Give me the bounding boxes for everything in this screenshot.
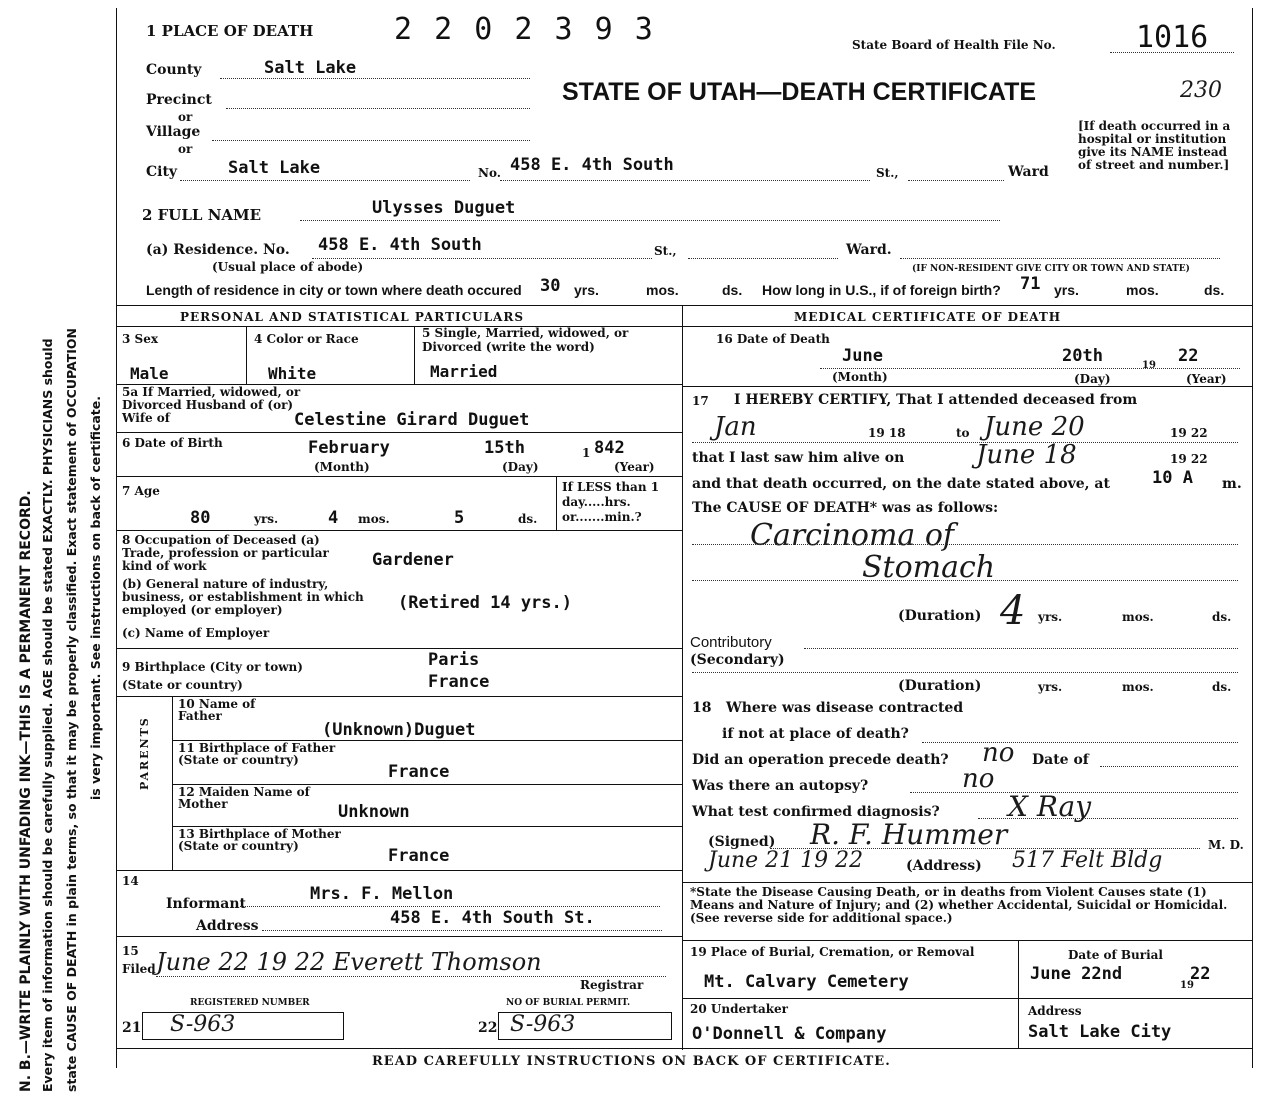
- burial-year-value: 22: [1190, 964, 1211, 984]
- certify-no: 17: [692, 394, 709, 408]
- dod-label: 16 Date of Death: [716, 332, 830, 346]
- occupation-label: 8 Occupation of Deceased (a) Trade, profession or particular kind of work: [122, 533, 329, 573]
- personal-header: PERSONAL AND STATISTICAL PARTICULARS: [180, 310, 525, 324]
- form-right-border: [1252, 8, 1253, 1068]
- to-year: 19 22: [1170, 426, 1208, 440]
- street-line: [500, 180, 870, 181]
- birthplace-city: Paris: [428, 650, 480, 670]
- footnote: *State the Disease Causing Death, or in deaths from Violent Causes state (1) Means and Nature of Injury; and (2) whether Accidental, Suicidal or Homicidal. (See reverse side for additional space.): [690, 885, 1228, 925]
- signed-address-label: (Address): [906, 858, 982, 874]
- md-label: M. D.: [1208, 838, 1244, 852]
- filed-no: 15: [122, 944, 139, 958]
- less-divider: [556, 476, 557, 530]
- signed-address-value: 517 Felt Bldg: [1012, 848, 1163, 873]
- date-of-label: Date of: [1032, 752, 1089, 768]
- burial-address-value: Salt Lake City: [1028, 1022, 1172, 1042]
- dob-day-cap: (Day): [502, 460, 539, 474]
- place-of-death-label: 1 PLACE OF DEATH: [146, 22, 314, 40]
- father-bp-value: France: [388, 762, 450, 782]
- residence-st-label: St.,: [654, 244, 677, 258]
- parents-label: PARENTS: [138, 716, 151, 790]
- dod-month: June: [842, 346, 883, 366]
- file-no-label: State Board of Health File No.: [852, 38, 1056, 52]
- contracted-line: [922, 742, 1238, 743]
- dod-line: [820, 368, 1240, 369]
- sidebar-line-1: N. B.—WRITE PLAINLY WITH UNFADING INK—THIS IS A PERMANENT RECORD.: [18, 490, 34, 1092]
- us-ds-label: ds.: [1204, 282, 1225, 298]
- color-value: White: [268, 364, 317, 383]
- burial-date-label: Date of Burial: [1068, 948, 1163, 962]
- ward-line: [908, 180, 1004, 181]
- birthplace-label: 9 Birthplace (City or town): [122, 660, 303, 674]
- village-label: Village: [146, 124, 201, 140]
- burial-place-label: 19 Place of Burial, Cremation, or Removal: [690, 945, 975, 959]
- test-value: X Ray: [1008, 790, 1092, 823]
- last-saw-text: that I last saw him alive on: [692, 450, 905, 466]
- dob-month: February: [308, 438, 390, 458]
- birthplace-country: France: [428, 672, 490, 692]
- burial-address-label: Address: [1028, 1004, 1082, 1018]
- medical-rule-2: [682, 882, 1252, 883]
- certificate-title: STATE OF UTAH—DEATH CERTIFICATE: [562, 78, 1037, 106]
- from-hand: Jan: [714, 412, 757, 442]
- or-label-1: or: [178, 110, 193, 124]
- cause-line-1: Carcinoma of: [750, 518, 954, 553]
- row-rule-2: [116, 432, 682, 433]
- informant-address-label: Address: [196, 918, 259, 934]
- file-no: 1016: [1136, 20, 1209, 55]
- sex-label: 3 Sex: [122, 332, 158, 346]
- father-bp-label: 11 Birthplace of Father (State or country): [178, 741, 336, 767]
- last-saw-hand: June 18: [976, 440, 1077, 470]
- footer-instruction: READ CAREFULLY INSTRUCTIONS ON BACK OF CERTIFICATE.: [372, 1054, 891, 1069]
- marital-value: Married: [430, 362, 498, 381]
- length-ds-label: ds.: [722, 282, 743, 298]
- dob-month-cap: (Month): [314, 460, 370, 474]
- us-mos-label: mos.: [1126, 282, 1159, 298]
- contracted-label: Where was disease contracted: [726, 700, 964, 716]
- cause-label: The CAUSE OF DEATH* was as follows:: [692, 500, 999, 516]
- precinct-line: [226, 108, 530, 109]
- full-name-line: [300, 220, 1000, 221]
- row-rule-8: [116, 936, 682, 937]
- medical-header: MEDICAL CERTIFICATE OF DEATH: [794, 310, 1062, 324]
- us-yrs: 71: [1020, 274, 1041, 294]
- us-label: How long in U.S., if of foreign birth?: [762, 282, 1001, 298]
- age-label: 7 Age: [122, 484, 160, 498]
- mother-bp-value: France: [388, 846, 450, 866]
- industry-value: (Retired 14 yrs.): [398, 593, 572, 613]
- village-line: [212, 140, 530, 141]
- county-value: Salt Lake: [264, 58, 357, 78]
- row-rule-5: [116, 648, 682, 649]
- section-divider-top: [116, 305, 1252, 306]
- file-no-line: [1110, 52, 1234, 53]
- occupation-value: Gardener: [372, 550, 454, 570]
- contrib-line-2: [692, 672, 1238, 673]
- to-hand: June 20: [984, 412, 1085, 442]
- undertaker-label: 20 Undertaker: [690, 1002, 789, 1016]
- dod-year-prefix: 19: [1142, 360, 1156, 371]
- abode-note: (Usual place of abode): [212, 260, 364, 274]
- informant-no: 14: [122, 874, 139, 888]
- length-mos-label: mos.: [646, 282, 679, 298]
- dob-day: 15th: [484, 438, 525, 458]
- contributory-label: Contributory: [690, 634, 772, 651]
- column-divider: [682, 305, 683, 1050]
- city-label: City: [146, 164, 178, 180]
- duration-value: 4: [1000, 588, 1026, 634]
- city-line: [180, 180, 470, 181]
- permit-number-value: S-963: [510, 1012, 576, 1037]
- burial-place-value: Mt. Calvary Cemetery: [704, 972, 909, 992]
- death-time-suffix: m.: [1222, 476, 1242, 492]
- length-yrs-label: yrs.: [574, 282, 599, 298]
- cause-line-2: Stomach: [862, 550, 996, 585]
- sex-divider: [246, 326, 247, 384]
- burial-year-prefix: 19: [1180, 980, 1194, 991]
- operation-label: Did an operation precede death?: [692, 752, 949, 768]
- duration-yrs: yrs.: [1038, 610, 1063, 624]
- autopsy-label: Was there an autopsy?: [692, 778, 869, 794]
- filed-hand: June 22 19 22 Everett Thomson: [156, 948, 542, 976]
- date-of-line: [1100, 766, 1238, 767]
- test-line: [978, 818, 1238, 819]
- filed-label: Filed: [122, 962, 156, 976]
- residence-ward-label: Ward.: [846, 242, 892, 258]
- father-label: 10 Name of Father: [178, 697, 256, 723]
- contrib-line-1: [804, 648, 1238, 649]
- marital-label: 5 Single, Married, widowed, or Divorced (write the word): [422, 326, 629, 354]
- residence-label: (a) Residence. No.: [146, 242, 290, 258]
- informant-value: Mrs. F. Mellon: [310, 884, 454, 904]
- duration-ds: ds.: [1212, 610, 1232, 624]
- length-label: Length of residence in city or town where death occured: [146, 282, 522, 298]
- signed-date: June 21 19 22: [708, 848, 864, 873]
- informant-address-line: [262, 930, 662, 931]
- color-label: 4 Color or Race: [254, 332, 359, 346]
- medical-rule-3: [682, 940, 1252, 941]
- dob-year: 842: [594, 438, 625, 458]
- county-line: [220, 78, 530, 79]
- ward-label: Ward: [1008, 164, 1049, 180]
- sidebar-line-4: is very important. See instructions on back of certificate.: [88, 396, 103, 800]
- spouse-label: 5a If Married, widowed, or Divorced Husband of (or) Wife of: [122, 385, 301, 425]
- form-left-border: [116, 8, 117, 1068]
- burial-permit-label: NO OF BURIAL PERMIT.: [506, 998, 631, 1008]
- medical-rule-1: [682, 386, 1252, 387]
- residence-line: [312, 258, 652, 259]
- secondary-label: (Secondary): [690, 652, 785, 668]
- age-ds-label: ds.: [518, 512, 538, 526]
- row-rule-3: [116, 476, 682, 477]
- residence-value: 458 E. 4th South: [318, 235, 482, 255]
- dob-year-prefix: 1: [582, 446, 591, 460]
- age-mos: 4: [328, 508, 339, 528]
- reg-number-label: REGISTERED NUMBER: [190, 998, 310, 1008]
- age-ds: 5: [454, 508, 465, 528]
- permit-no: 22: [478, 1020, 498, 1036]
- sidebar-line-3: state CAUSE OF DEATH in plain terms, so that it may be properly classified. Exact statement of OCCUPATION: [64, 328, 79, 1092]
- test-label: What test confirmed diagnosis?: [692, 804, 940, 820]
- age-yrs: 80: [190, 508, 211, 528]
- length-yrs: 30: [540, 276, 561, 296]
- informant-address-value: 458 E. 4th South St.: [390, 908, 595, 928]
- contracted-no: 18: [692, 700, 712, 716]
- mother-label: 12 Maiden Name of Mother: [178, 785, 310, 811]
- county-label: County: [146, 62, 202, 78]
- or-label-2: or: [178, 142, 193, 156]
- burial-rule: [682, 998, 1252, 999]
- last-saw-year: 19 22: [1170, 452, 1208, 466]
- sex-value: Male: [130, 364, 169, 383]
- color-divider: [414, 326, 415, 384]
- us-yrs-label: yrs.: [1054, 282, 1079, 298]
- dod-month-cap: (Month): [832, 370, 888, 384]
- age-mos-label: mos.: [358, 512, 390, 526]
- stamp-number: 2 2 0 2 3 9 3: [394, 12, 655, 47]
- informant-line: [240, 906, 660, 907]
- signed-hand: R. F. Hummer: [810, 818, 1008, 851]
- full-name-label: 2 FULL NAME: [142, 206, 262, 224]
- dob-year-cap: (Year): [614, 460, 655, 474]
- operation-value: no: [982, 738, 1015, 768]
- burial-divider: [1018, 940, 1019, 1048]
- city-value: Salt Lake: [228, 158, 321, 178]
- nonres-note: (IF NON-RESIDENT GIVE CITY OR TOWN AND STATE): [912, 264, 1190, 274]
- duration-mos: mos.: [1122, 610, 1154, 624]
- from-year: 19 18: [868, 426, 906, 440]
- duration2-label: (Duration): [898, 678, 982, 694]
- no-label: No.: [478, 166, 501, 180]
- death-occ-text: and that death occurred, on the date stated above, at: [692, 476, 1110, 492]
- dod-year-cap: (Year): [1186, 372, 1227, 386]
- undertaker-value: O'Donnell & Company: [692, 1024, 887, 1044]
- cause-line-rule-2: [692, 580, 1238, 581]
- full-name-value: Ulysses Duguet: [372, 198, 516, 218]
- form-bottom-border: [116, 1048, 1252, 1049]
- contracted-label-2: if not at place of death?: [722, 726, 909, 742]
- medical-header-rule: [682, 326, 1252, 327]
- father-value: (Unknown)Duguet: [322, 720, 476, 740]
- attended-line: [692, 442, 1238, 443]
- reg-no: 21: [122, 1020, 142, 1036]
- age-yrs-label: yrs.: [254, 512, 279, 526]
- mother-value: Unknown: [338, 802, 410, 822]
- autopsy-value: no: [962, 764, 995, 794]
- duration2-yrs: yrs.: [1038, 680, 1063, 694]
- signed-label: (Signed): [708, 834, 776, 850]
- duration-label: (Duration): [898, 608, 982, 624]
- st-label: St.,: [876, 166, 899, 180]
- employer-label: (c) Name of Employer: [122, 626, 270, 640]
- parents-divider: [172, 696, 173, 870]
- dod-day-cap: (Day): [1074, 372, 1111, 386]
- residence-ward-line: [900, 258, 1220, 259]
- certify-text: I HEREBY CERTIFY, That I attended deceased from: [734, 392, 1138, 408]
- filed-line: [156, 976, 666, 977]
- registrar-label: Registrar: [580, 978, 644, 992]
- title-note: 230: [1180, 78, 1222, 103]
- hospital-note: [If death occurred in a hospital or institution give its NAME instead of street and number.]: [1078, 119, 1231, 172]
- row-rule-4: [116, 530, 682, 531]
- informant-label: Informant: [166, 896, 246, 912]
- dod-year: 22: [1178, 346, 1199, 366]
- burial-date-value: June 22nd: [1030, 964, 1123, 984]
- cause-line-rule-1: [692, 544, 1238, 545]
- death-time: 10 A: [1152, 468, 1193, 488]
- dod-day: 20th: [1062, 346, 1103, 366]
- duration2-ds: ds.: [1212, 680, 1232, 694]
- less-label: If LESS than 1 day.....hrs. or.......min.?: [562, 480, 660, 524]
- spouse-value: Celestine Girard Duguet: [294, 410, 530, 430]
- to-label: to: [956, 426, 970, 440]
- reg-number-value: S-963: [170, 1012, 236, 1037]
- duration2-mos: mos.: [1122, 680, 1154, 694]
- industry-label: (b) General nature of industry, business, or establishment in which employed (or employer): [122, 577, 364, 617]
- row-rule-7: [116, 870, 682, 871]
- dob-label: 6 Date of Birth: [122, 436, 223, 450]
- residence-ward-pre-line: [688, 258, 838, 259]
- birthplace-state-label: (State or country): [122, 678, 243, 692]
- mother-bp-label: 13 Birthplace of Mother (State or country): [178, 827, 341, 853]
- street-value: 458 E. 4th South: [510, 155, 674, 175]
- sidebar-line-2: Every item of information should be carefully supplied. AGE should be stated EXACTLY. PHYSICIANS should: [40, 338, 55, 1092]
- precinct-label: Precinct: [146, 92, 212, 108]
